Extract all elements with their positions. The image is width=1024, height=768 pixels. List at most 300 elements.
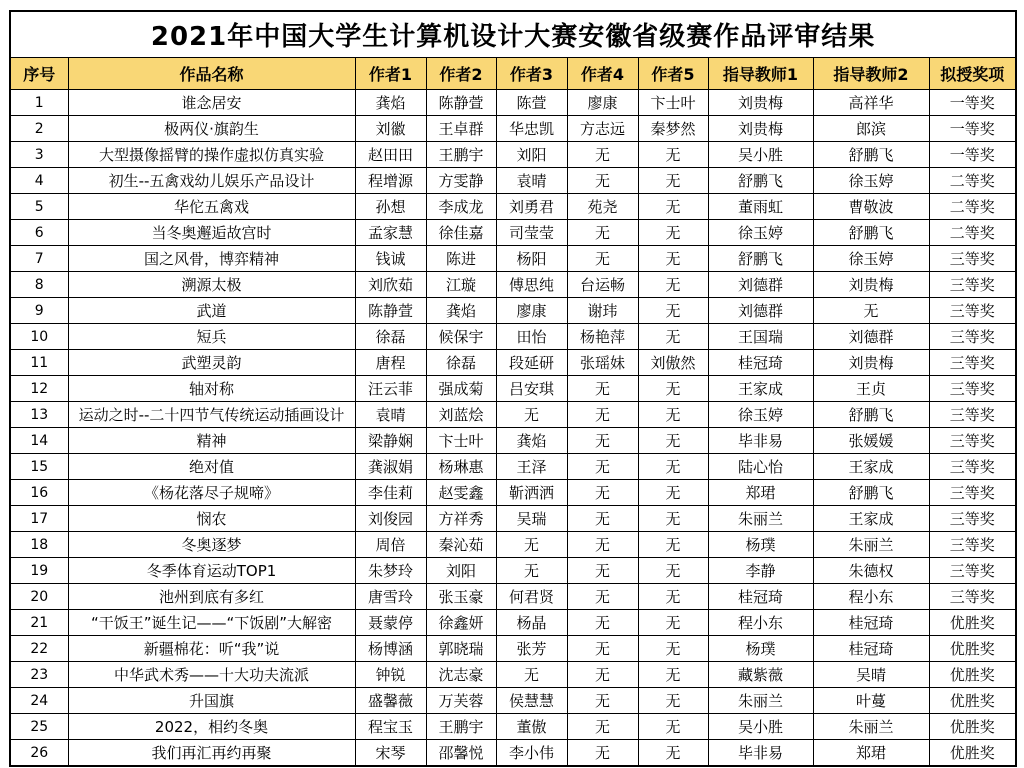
cell-award: 三等奖 xyxy=(929,558,1016,584)
cell-index: 16 xyxy=(10,480,68,506)
cell-work-title: 谁念居安 xyxy=(68,90,355,116)
cell-author-3: 田怡 xyxy=(496,324,567,350)
cell-work-title: 绝对值 xyxy=(68,454,355,480)
col-header-advisor-2: 指导教师2 xyxy=(813,58,929,90)
cell-index: 3 xyxy=(10,142,68,168)
cell-advisor-1: 毕非易 xyxy=(708,428,813,454)
cell-advisor-1: 杨璞 xyxy=(708,636,813,662)
cell-award: 一等奖 xyxy=(929,142,1016,168)
cell-index: 19 xyxy=(10,558,68,584)
cell-work-title: 极两仪·旗韵生 xyxy=(68,116,355,142)
cell-author-5: 无 xyxy=(638,142,708,168)
results-sheet xyxy=(9,10,1015,767)
cell-advisor-2: 舒鹏飞 xyxy=(813,402,929,428)
cell-advisor-1: 王国瑞 xyxy=(708,324,813,350)
cell-author-3: 吴瑞 xyxy=(496,506,567,532)
cell-author-5: 无 xyxy=(638,558,708,584)
cell-award: 三等奖 xyxy=(929,584,1016,610)
cell-index: 24 xyxy=(10,688,68,714)
cell-author-2: 刘蓝烩 xyxy=(426,402,496,428)
cell-work-title: 精神 xyxy=(68,428,355,454)
cell-author-2: 卞士叶 xyxy=(426,428,496,454)
table-row xyxy=(10,532,1016,558)
col-header-author-1: 作者1 xyxy=(355,58,426,90)
cell-work-title: 新疆棉花：听“我”说 xyxy=(68,636,355,662)
cell-author-4: 无 xyxy=(567,558,638,584)
col-header-advisor-1: 指导教师1 xyxy=(708,58,813,90)
cell-author-2: 强成菊 xyxy=(426,376,496,402)
cell-index: 21 xyxy=(10,610,68,636)
cell-author-4: 无 xyxy=(567,584,638,610)
cell-author-4: 方志远 xyxy=(567,116,638,142)
cell-author-4: 无 xyxy=(567,636,638,662)
cell-author-1: 刘徽 xyxy=(355,116,426,142)
col-header-work-title: 作品名称 xyxy=(68,58,355,90)
table-row xyxy=(10,194,1016,220)
cell-author-3: 刘阳 xyxy=(496,142,567,168)
cell-author-4: 无 xyxy=(567,688,638,714)
cell-award: 三等奖 xyxy=(929,246,1016,272)
cell-author-5: 无 xyxy=(638,610,708,636)
cell-author-1: 程增源 xyxy=(355,168,426,194)
cell-author-2: 候保宇 xyxy=(426,324,496,350)
cell-author-4: 杨艳萍 xyxy=(567,324,638,350)
cell-author-1: 刘俊园 xyxy=(355,506,426,532)
cell-advisor-2: 郎滨 xyxy=(813,116,929,142)
cell-advisor-1: 朱丽兰 xyxy=(708,506,813,532)
cell-author-4: 苑尧 xyxy=(567,194,638,220)
cell-work-title: 溯源太极 xyxy=(68,272,355,298)
cell-author-4: 无 xyxy=(567,376,638,402)
cell-author-4: 无 xyxy=(567,714,638,740)
cell-author-3: 刘勇君 xyxy=(496,194,567,220)
cell-author-5: 无 xyxy=(638,584,708,610)
cell-author-5: 无 xyxy=(638,688,708,714)
col-header-index: 序号 xyxy=(10,58,68,90)
cell-author-5: 无 xyxy=(638,220,708,246)
cell-author-2: 龚焰 xyxy=(426,298,496,324)
cell-work-title: 《杨花落尽子规啼》 xyxy=(68,480,355,506)
cell-advisor-2: 桂冠琦 xyxy=(813,636,929,662)
cell-advisor-2: 刘德群 xyxy=(813,324,929,350)
cell-advisor-1: 朱丽兰 xyxy=(708,688,813,714)
cell-author-3: 吕安琪 xyxy=(496,376,567,402)
cell-advisor-2: 舒鹏飞 xyxy=(813,480,929,506)
cell-advisor-1: 董雨虹 xyxy=(708,194,813,220)
cell-author-1: 钱诚 xyxy=(355,246,426,272)
cell-advisor-2: 叶蔓 xyxy=(813,688,929,714)
table-row xyxy=(10,662,1016,688)
cell-advisor-2: 郑珺 xyxy=(813,740,929,767)
cell-author-2: 王卓群 xyxy=(426,116,496,142)
cell-author-3: 陈萱 xyxy=(496,90,567,116)
cell-author-2: 陈静萱 xyxy=(426,90,496,116)
cell-author-1: 梁静娴 xyxy=(355,428,426,454)
cell-author-2: 王鹏宇 xyxy=(426,714,496,740)
cell-advisor-2: 王贞 xyxy=(813,376,929,402)
cell-advisor-1: 王家成 xyxy=(708,376,813,402)
cell-author-4: 无 xyxy=(567,168,638,194)
cell-work-title: 国之风骨，博弈精神 xyxy=(68,246,355,272)
cell-index: 2 xyxy=(10,116,68,142)
cell-author-5: 刘傲然 xyxy=(638,350,708,376)
cell-author-3: 袁晴 xyxy=(496,168,567,194)
cell-author-2: 江璇 xyxy=(426,272,496,298)
cell-award: 二等奖 xyxy=(929,168,1016,194)
table-row xyxy=(10,220,1016,246)
cell-author-4: 无 xyxy=(567,740,638,767)
cell-index: 15 xyxy=(10,454,68,480)
cell-author-3: 杨阳 xyxy=(496,246,567,272)
cell-author-1: 唐雪玲 xyxy=(355,584,426,610)
cell-author-2: 徐鑫妍 xyxy=(426,610,496,636)
cell-author-2: 赵雯鑫 xyxy=(426,480,496,506)
cell-author-3: 龚焰 xyxy=(496,428,567,454)
cell-author-4: 廖康 xyxy=(567,90,638,116)
cell-author-5: 无 xyxy=(638,714,708,740)
table-row xyxy=(10,584,1016,610)
cell-work-title: 当冬奥邂逅故宫时 xyxy=(68,220,355,246)
cell-author-3: 张芳 xyxy=(496,636,567,662)
cell-advisor-1: 毕非易 xyxy=(708,740,813,767)
cell-author-1: 汪云菲 xyxy=(355,376,426,402)
table-row xyxy=(10,376,1016,402)
cell-author-1: 袁晴 xyxy=(355,402,426,428)
cell-author-5: 无 xyxy=(638,168,708,194)
cell-author-5: 无 xyxy=(638,662,708,688)
cell-author-1: 朱梦玲 xyxy=(355,558,426,584)
cell-work-title: 短兵 xyxy=(68,324,355,350)
cell-author-3: 华忠凯 xyxy=(496,116,567,142)
cell-author-1: 陈静萱 xyxy=(355,298,426,324)
cell-author-3: 廖康 xyxy=(496,298,567,324)
cell-author-5: 无 xyxy=(638,324,708,350)
cell-author-4: 无 xyxy=(567,246,638,272)
cell-author-2: 杨琳惠 xyxy=(426,454,496,480)
cell-advisor-1: 徐玉婷 xyxy=(708,220,813,246)
cell-work-title: 悯农 xyxy=(68,506,355,532)
cell-author-1: 聂蒙停 xyxy=(355,610,426,636)
cell-work-title: 池州到底有多红 xyxy=(68,584,355,610)
cell-award: 优胜奖 xyxy=(929,662,1016,688)
cell-author-1: 徐磊 xyxy=(355,324,426,350)
table-row xyxy=(10,90,1016,116)
cell-advisor-1: 杨璞 xyxy=(708,532,813,558)
cell-award: 二等奖 xyxy=(929,194,1016,220)
col-header-author-4: 作者4 xyxy=(567,58,638,90)
cell-index: 11 xyxy=(10,350,68,376)
cell-work-title: 中华武术秀——十大功夫流派 xyxy=(68,662,355,688)
table-row xyxy=(10,246,1016,272)
cell-author-5: 无 xyxy=(638,246,708,272)
cell-author-1: 盛馨薇 xyxy=(355,688,426,714)
cell-author-3: 无 xyxy=(496,558,567,584)
cell-author-5: 无 xyxy=(638,740,708,767)
cell-author-2: 徐磊 xyxy=(426,350,496,376)
cell-author-4: 无 xyxy=(567,402,638,428)
cell-author-4: 无 xyxy=(567,220,638,246)
cell-author-3: 靳洒洒 xyxy=(496,480,567,506)
cell-advisor-2: 王家成 xyxy=(813,454,929,480)
cell-advisor-1: 陆心怡 xyxy=(708,454,813,480)
cell-author-2: 郭晓瑞 xyxy=(426,636,496,662)
table-row xyxy=(10,506,1016,532)
cell-author-5: 无 xyxy=(638,194,708,220)
cell-advisor-1: 李静 xyxy=(708,558,813,584)
cell-author-1: 程宝玉 xyxy=(355,714,426,740)
cell-author-1: 赵田田 xyxy=(355,142,426,168)
cell-index: 12 xyxy=(10,376,68,402)
cell-author-4: 无 xyxy=(567,454,638,480)
cell-author-2: 邵馨悦 xyxy=(426,740,496,767)
cell-work-title: 初生--五禽戏幼儿娱乐产品设计 xyxy=(68,168,355,194)
cell-author-5: 无 xyxy=(638,376,708,402)
cell-advisor-2: 徐玉婷 xyxy=(813,168,929,194)
cell-author-5: 无 xyxy=(638,272,708,298)
cell-advisor-2: 高祥华 xyxy=(813,90,929,116)
cell-award: 三等奖 xyxy=(929,532,1016,558)
cell-index: 10 xyxy=(10,324,68,350)
cell-award: 一等奖 xyxy=(929,116,1016,142)
cell-advisor-2: 桂冠琦 xyxy=(813,610,929,636)
cell-work-title: 冬奥逐梦 xyxy=(68,532,355,558)
cell-index: 4 xyxy=(10,168,68,194)
cell-author-1: 唐程 xyxy=(355,350,426,376)
cell-author-2: 刘阳 xyxy=(426,558,496,584)
cell-work-title: 冬季体育运动TOP1 xyxy=(68,558,355,584)
cell-index: 5 xyxy=(10,194,68,220)
title-row xyxy=(10,11,1016,58)
cell-advisor-1: 郑珺 xyxy=(708,480,813,506)
cell-award: 三等奖 xyxy=(929,402,1016,428)
cell-index: 22 xyxy=(10,636,68,662)
cell-work-title: 我们再汇再约再聚 xyxy=(68,740,355,767)
cell-author-5: 卞士叶 xyxy=(638,90,708,116)
cell-author-1: 龚淑娟 xyxy=(355,454,426,480)
table-row xyxy=(10,558,1016,584)
cell-author-2: 方雯静 xyxy=(426,168,496,194)
cell-author-4: 无 xyxy=(567,142,638,168)
cell-award: 三等奖 xyxy=(929,454,1016,480)
cell-index: 25 xyxy=(10,714,68,740)
cell-award: 三等奖 xyxy=(929,350,1016,376)
cell-author-5: 无 xyxy=(638,636,708,662)
cell-work-title: 升国旗 xyxy=(68,688,355,714)
cell-advisor-2: 刘贵梅 xyxy=(813,272,929,298)
cell-advisor-1: 刘贵梅 xyxy=(708,116,813,142)
cell-award: 一等奖 xyxy=(929,90,1016,116)
cell-award: 三等奖 xyxy=(929,506,1016,532)
cell-author-5: 无 xyxy=(638,506,708,532)
cell-award: 二等奖 xyxy=(929,220,1016,246)
table-row xyxy=(10,688,1016,714)
cell-index: 17 xyxy=(10,506,68,532)
cell-index: 6 xyxy=(10,220,68,246)
cell-advisor-2: 吴晴 xyxy=(813,662,929,688)
cell-author-4: 无 xyxy=(567,480,638,506)
cell-work-title: 武塑灵韵 xyxy=(68,350,355,376)
cell-work-title: 轴对称 xyxy=(68,376,355,402)
cell-author-3: 李小伟 xyxy=(496,740,567,767)
table-row xyxy=(10,454,1016,480)
cell-advisor-2: 张媛媛 xyxy=(813,428,929,454)
cell-advisor-2: 王家成 xyxy=(813,506,929,532)
cell-work-title: “干饭王”诞生记——“下饭剧”大解密 xyxy=(68,610,355,636)
cell-work-title: 武道 xyxy=(68,298,355,324)
col-header-author-3: 作者3 xyxy=(496,58,567,90)
cell-award: 三等奖 xyxy=(929,480,1016,506)
cell-author-3: 傅思纯 xyxy=(496,272,567,298)
cell-advisor-1: 刘贵梅 xyxy=(708,90,813,116)
cell-advisor-2: 程小东 xyxy=(813,584,929,610)
cell-advisor-1: 刘德群 xyxy=(708,272,813,298)
cell-index: 18 xyxy=(10,532,68,558)
cell-author-2: 张玉豪 xyxy=(426,584,496,610)
cell-advisor-1: 桂冠琦 xyxy=(708,350,813,376)
cell-work-title: 大型摄像摇臂的操作虚拟仿真实验 xyxy=(68,142,355,168)
cell-author-4: 张瑶妹 xyxy=(567,350,638,376)
cell-work-title: 华佗五禽戏 xyxy=(68,194,355,220)
table-row xyxy=(10,740,1016,767)
cell-author-3: 无 xyxy=(496,662,567,688)
table-row xyxy=(10,610,1016,636)
table-row xyxy=(10,480,1016,506)
cell-advisor-1: 藏紫薇 xyxy=(708,662,813,688)
table-row xyxy=(10,324,1016,350)
cell-advisor-2: 舒鹏飞 xyxy=(813,220,929,246)
cell-author-1: 刘欣茹 xyxy=(355,272,426,298)
cell-advisor-1: 桂冠琦 xyxy=(708,584,813,610)
cell-advisor-2: 朱丽兰 xyxy=(813,714,929,740)
cell-advisor-2: 曹敬波 xyxy=(813,194,929,220)
cell-index: 1 xyxy=(10,90,68,116)
cell-index: 8 xyxy=(10,272,68,298)
cell-award: 三等奖 xyxy=(929,272,1016,298)
cell-author-4: 无 xyxy=(567,610,638,636)
cell-author-4: 无 xyxy=(567,532,638,558)
cell-author-3: 董傲 xyxy=(496,714,567,740)
cell-author-1: 宋琴 xyxy=(355,740,426,767)
table-row xyxy=(10,428,1016,454)
cell-author-5: 无 xyxy=(638,298,708,324)
cell-advisor-2: 朱德权 xyxy=(813,558,929,584)
table-row xyxy=(10,636,1016,662)
cell-award: 优胜奖 xyxy=(929,688,1016,714)
cell-advisor-1: 舒鹏飞 xyxy=(708,246,813,272)
cell-author-3: 司莹莹 xyxy=(496,220,567,246)
cell-index: 26 xyxy=(10,740,68,767)
cell-author-1: 龚焰 xyxy=(355,90,426,116)
cell-advisor-1: 刘德群 xyxy=(708,298,813,324)
col-header-author-5: 作者5 xyxy=(638,58,708,90)
cell-author-3: 侯慧慧 xyxy=(496,688,567,714)
cell-award: 三等奖 xyxy=(929,428,1016,454)
col-header-award: 拟授奖项 xyxy=(929,58,1016,90)
cell-author-5: 无 xyxy=(638,532,708,558)
cell-author-5: 无 xyxy=(638,480,708,506)
cell-advisor-2: 无 xyxy=(813,298,929,324)
table-row xyxy=(10,402,1016,428)
cell-author-2: 王鹏宇 xyxy=(426,142,496,168)
cell-author-1: 钟锐 xyxy=(355,662,426,688)
table-row xyxy=(10,168,1016,194)
cell-author-3: 无 xyxy=(496,532,567,558)
cell-advisor-2: 朱丽兰 xyxy=(813,532,929,558)
table-row xyxy=(10,714,1016,740)
cell-author-5: 无 xyxy=(638,454,708,480)
cell-award: 三等奖 xyxy=(929,324,1016,350)
cell-work-title: 运动之时--二十四节气传统运动插画设计 xyxy=(68,402,355,428)
cell-award: 优胜奖 xyxy=(929,636,1016,662)
cell-advisor-2: 刘贵梅 xyxy=(813,350,929,376)
cell-author-4: 无 xyxy=(567,428,638,454)
cell-author-3: 杨晶 xyxy=(496,610,567,636)
col-header-author-2: 作者2 xyxy=(426,58,496,90)
table-row xyxy=(10,350,1016,376)
cell-author-4: 谢玮 xyxy=(567,298,638,324)
table-row xyxy=(10,298,1016,324)
cell-author-3: 何君贤 xyxy=(496,584,567,610)
cell-index: 7 xyxy=(10,246,68,272)
cell-index: 23 xyxy=(10,662,68,688)
cell-award: 优胜奖 xyxy=(929,740,1016,767)
cell-author-4: 无 xyxy=(567,506,638,532)
cell-author-2: 万芙蓉 xyxy=(426,688,496,714)
cell-index: 20 xyxy=(10,584,68,610)
table-row xyxy=(10,116,1016,142)
cell-author-4: 无 xyxy=(567,662,638,688)
sheet-title: 2021年中国大学生计算机设计大赛安徽省级赛作品评审结果 xyxy=(10,11,1016,58)
cell-award: 优胜奖 xyxy=(929,714,1016,740)
cell-index: 9 xyxy=(10,298,68,324)
cell-author-1: 周倍 xyxy=(355,532,426,558)
results-table xyxy=(9,10,1017,767)
table-header-row xyxy=(10,58,1016,90)
cell-advisor-1: 吴小胜 xyxy=(708,142,813,168)
cell-author-5: 秦梦然 xyxy=(638,116,708,142)
cell-author-1: 李佳莉 xyxy=(355,480,426,506)
cell-author-2: 陈进 xyxy=(426,246,496,272)
cell-author-5: 无 xyxy=(638,428,708,454)
cell-award: 三等奖 xyxy=(929,298,1016,324)
cell-author-2: 徐佳嘉 xyxy=(426,220,496,246)
cell-advisor-1: 徐玉婷 xyxy=(708,402,813,428)
cell-author-1: 孟家慧 xyxy=(355,220,426,246)
cell-work-title: 2022，相约冬奥 xyxy=(68,714,355,740)
cell-advisor-2: 徐玉婷 xyxy=(813,246,929,272)
cell-advisor-1: 舒鹏飞 xyxy=(708,168,813,194)
cell-author-2: 方祥秀 xyxy=(426,506,496,532)
cell-author-3: 王泽 xyxy=(496,454,567,480)
cell-author-2: 沈志豪 xyxy=(426,662,496,688)
cell-index: 14 xyxy=(10,428,68,454)
cell-author-1: 孙想 xyxy=(355,194,426,220)
table-row xyxy=(10,272,1016,298)
cell-author-4: 台运畅 xyxy=(567,272,638,298)
cell-author-3: 无 xyxy=(496,402,567,428)
cell-index: 13 xyxy=(10,402,68,428)
cell-author-2: 秦沁茹 xyxy=(426,532,496,558)
cell-advisor-2: 舒鹏飞 xyxy=(813,142,929,168)
cell-author-5: 无 xyxy=(638,402,708,428)
cell-award: 优胜奖 xyxy=(929,610,1016,636)
cell-advisor-1: 程小东 xyxy=(708,610,813,636)
cell-author-3: 段延研 xyxy=(496,350,567,376)
table-row xyxy=(10,142,1016,168)
cell-award: 三等奖 xyxy=(929,376,1016,402)
cell-advisor-1: 吴小胜 xyxy=(708,714,813,740)
cell-author-2: 李成龙 xyxy=(426,194,496,220)
